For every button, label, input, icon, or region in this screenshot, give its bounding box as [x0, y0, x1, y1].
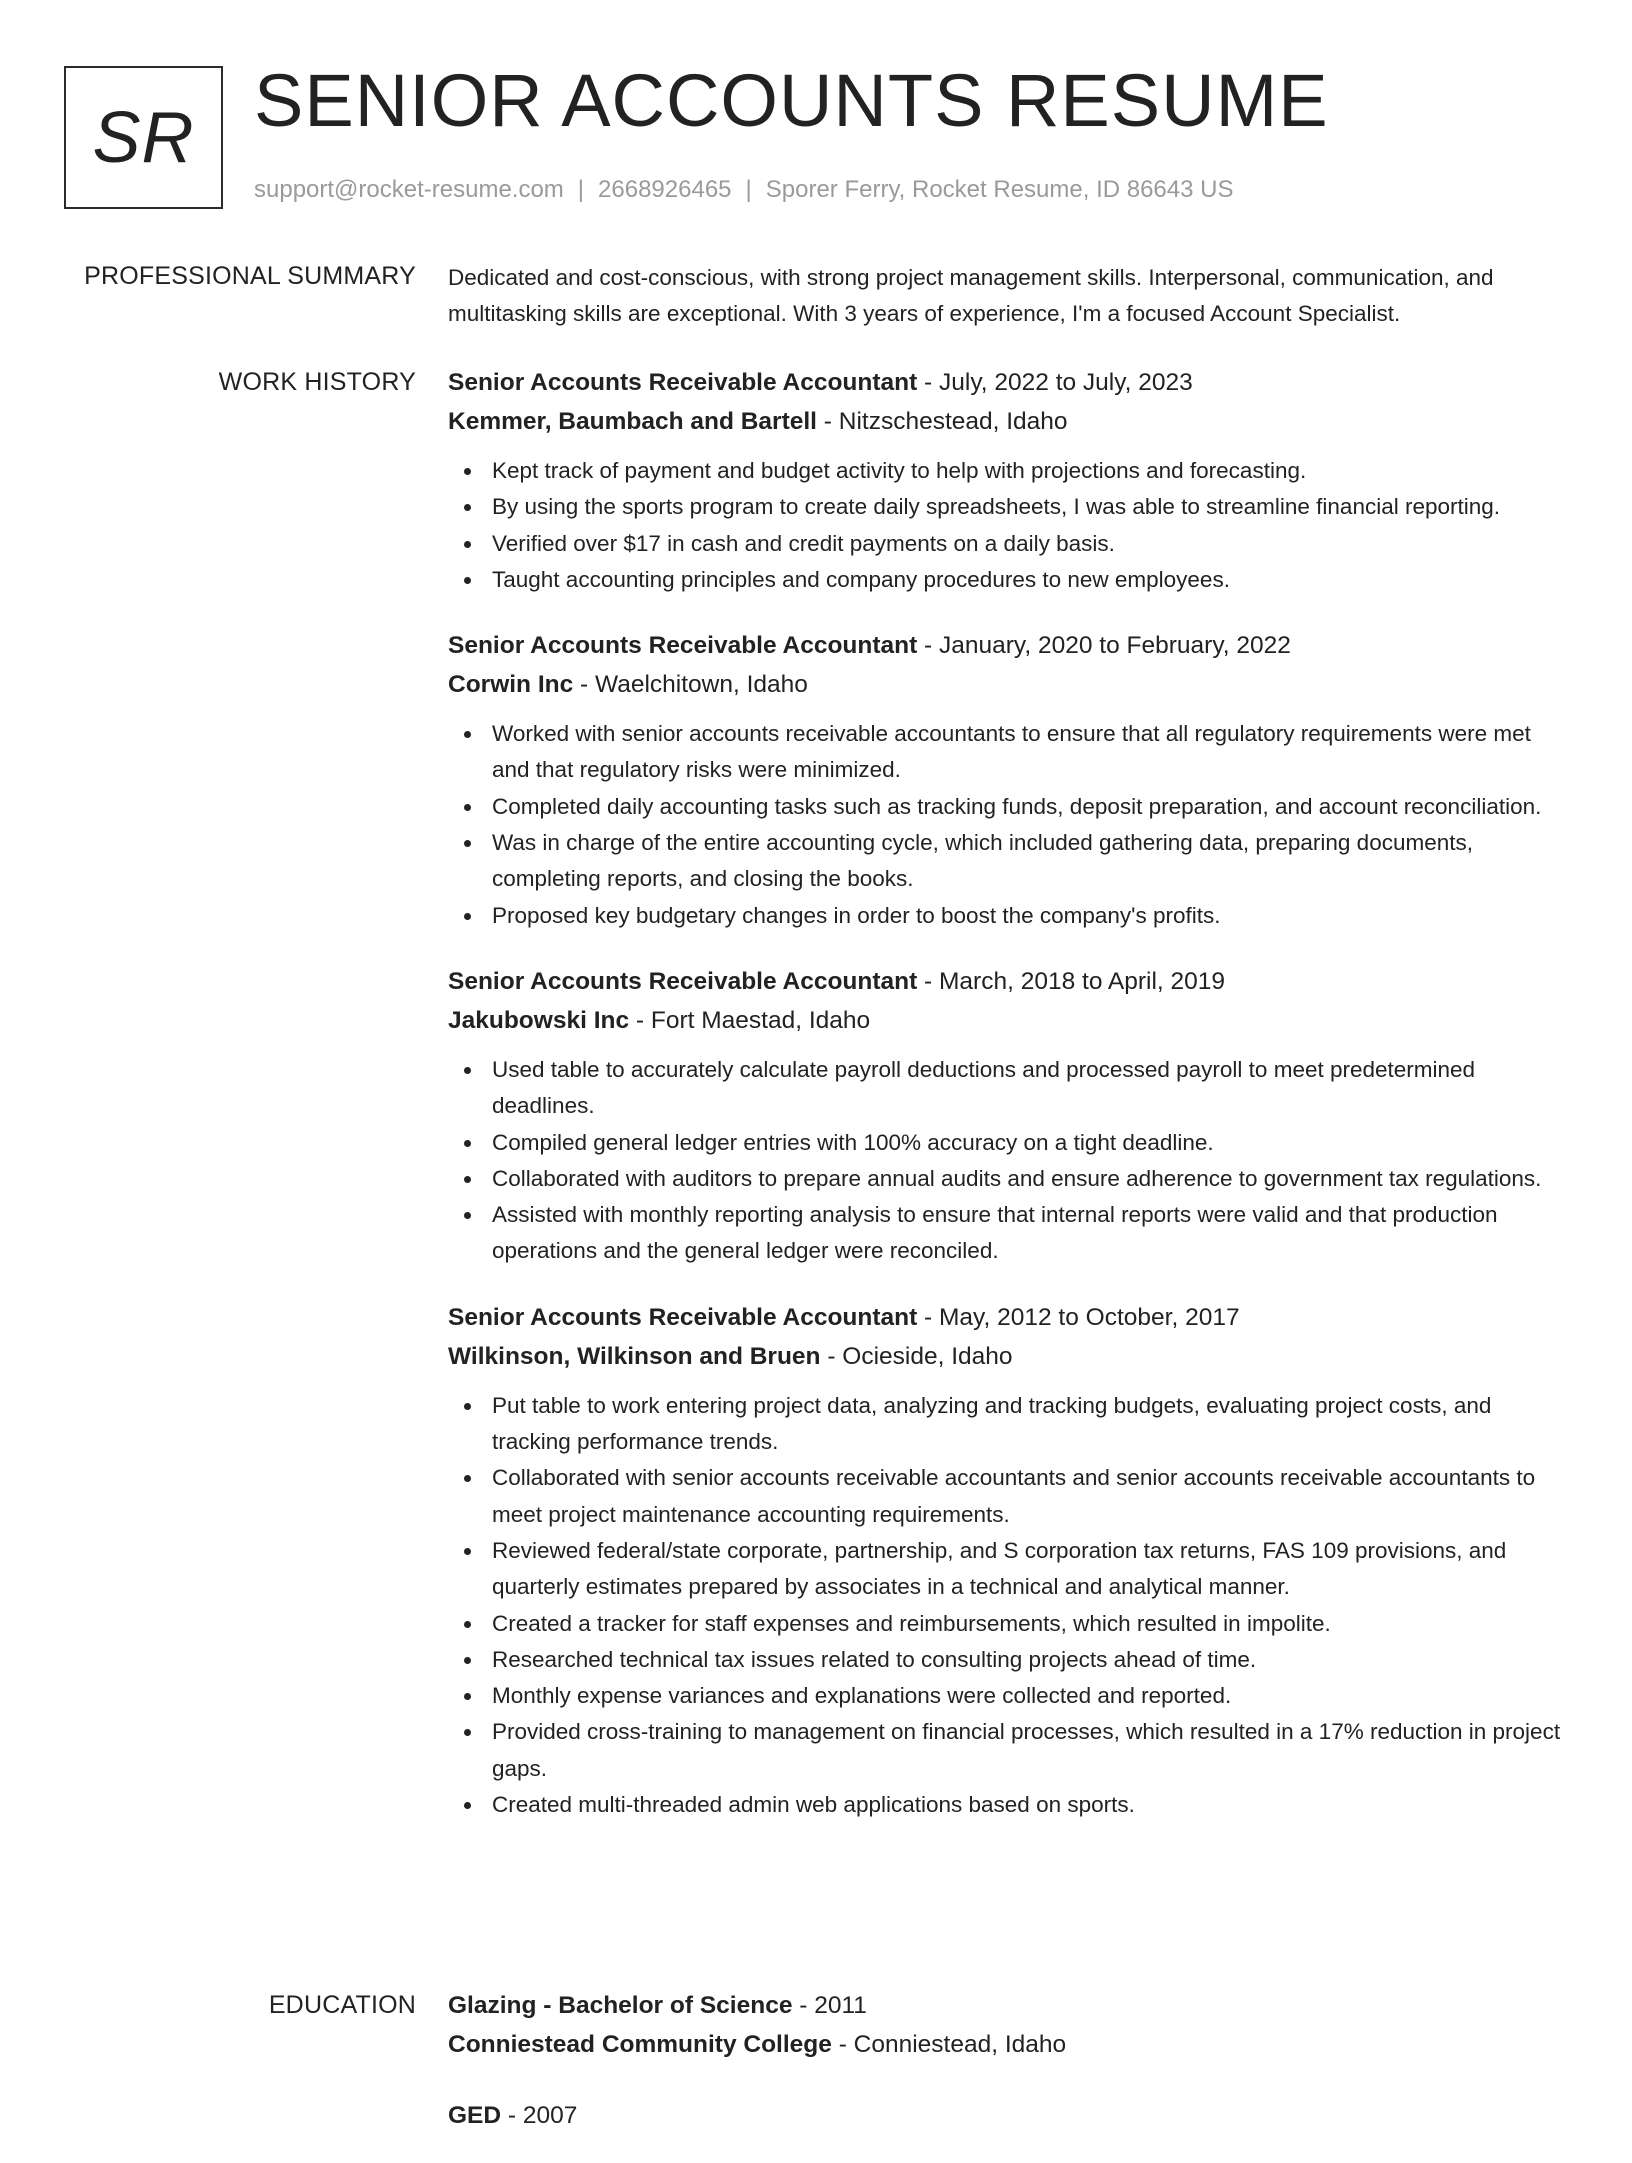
job-bullets — [448, 1052, 1568, 1270]
job-company-line — [448, 402, 1568, 441]
contact-phone[interactable]: 2668926465 — [598, 176, 732, 203]
job-location: - Nitzschestead, Idaho — [816, 408, 1068, 435]
job-bullet: Collaborated with senior accounts receivable accountants and senior accounts receivable accountants to meet project maintenance accounting requirements. — [448, 1460, 1568, 1533]
work-history-body — [448, 363, 1568, 1851]
job-title-line — [448, 1298, 1568, 1337]
work-history-label: WORK HISTORY — [218, 368, 416, 396]
summary-body — [448, 260, 1568, 332]
job-entry — [448, 626, 1568, 934]
job-company: Wilkinson, Wilkinson and Bruen — [448, 1342, 821, 1370]
job-title-line — [448, 626, 1568, 665]
job-bullet: Worked with senior accounts receivable accountants to ensure that all regulatory requirements were met and that regulatory risks were minimized. — [448, 716, 1568, 789]
job-location: - Ocieside, Idaho — [820, 1342, 1013, 1370]
education-school: Conniestead Community College — [448, 2031, 832, 2058]
job-bullet: Verified over $17 in cash and credit payments on a daily basis. — [448, 526, 1568, 562]
job-company-line — [448, 1337, 1568, 1376]
education-degree-line — [448, 1986, 1568, 2025]
resume-header — [64, 59, 1584, 210]
job-bullet: By using the sports program to create daily spreadsheets, I was able to streamline financial reporting. — [448, 489, 1568, 525]
job-title: Senior Accounts Receivable Accountant — [448, 632, 918, 660]
job-entry — [448, 962, 1568, 1270]
job-bullet: Provided cross-training to management on financial processes, which resulted in a 17% reduction in project gaps. — [448, 1714, 1568, 1787]
job-bullets — [448, 1388, 1568, 1824]
education-label: EDUCATION — [268, 1991, 416, 2019]
job-dates: - March, 2018 to April, 2019 — [917, 967, 1226, 995]
job-dates: - July, 2022 to July, 2023 — [917, 369, 1193, 396]
resume-title: SENIOR ACCOUNTS RESUME — [254, 59, 1329, 142]
contact-separator: | — [745, 176, 752, 203]
job-bullet: Created multi-threaded admin web applications based on sports. — [448, 1787, 1568, 1823]
job-bullet: Kept track of payment and budget activity to help with projections and forecasting. — [448, 453, 1568, 489]
job-location: - Fort Maestad, Idaho — [629, 1006, 871, 1034]
education-degree: GED — [448, 2102, 502, 2129]
contact-line — [254, 176, 1233, 204]
education-body — [448, 1986, 1568, 2163]
summary-label: PROFESSIONAL SUMMARY — [84, 262, 416, 290]
job-location: - Waelchitown, Idaho — [573, 671, 808, 699]
education-degree-line — [448, 2096, 1568, 2135]
job-bullet: Put table to work entering project data, analyzing and tracking budgets, evaluating project costs, and tracking performance trends. — [448, 1388, 1568, 1461]
job-bullet: Compiled general ledger entries with 100% accuracy on a tight deadline. — [448, 1125, 1568, 1161]
education-entry — [448, 1986, 1568, 2064]
job-entry — [448, 363, 1568, 598]
job-company: Kemmer, Baumbach and Bartell — [448, 408, 817, 435]
job-company: Corwin Inc — [448, 671, 574, 699]
job-bullet: Created a tracker for staff expenses and reimbursements, which resulted in impolite. — [448, 1606, 1568, 1642]
job-bullet: Was in charge of the entire accounting cycle, which included gathering data, preparing documents, completing reports, and closing the books. — [448, 825, 1568, 898]
education-year: - 2011 — [792, 1992, 867, 2019]
education-school-line — [448, 2025, 1568, 2064]
job-bullet: Researched technical tax issues related to consulting projects ahead of time. — [448, 1642, 1568, 1678]
education-entry — [448, 2096, 1568, 2135]
job-company-line — [448, 665, 1568, 704]
job-title: Senior Accounts Receivable Accountant — [448, 967, 918, 995]
job-company-line — [448, 1001, 1568, 1040]
job-dates: - January, 2020 to February, 2022 — [917, 632, 1291, 660]
job-bullet: Used table to accurately calculate payroll deductions and processed payroll to meet predetermined deadlines. — [448, 1052, 1568, 1125]
job-title-line — [448, 962, 1568, 1001]
job-bullet: Taught accounting principles and company procedures to new employees. — [448, 562, 1568, 598]
monogram-logo: SR — [64, 66, 223, 209]
education-location: - Conniestead, Idaho — [831, 2031, 1067, 2058]
job-company: Jakubowski Inc — [448, 1006, 630, 1034]
job-bullets — [448, 716, 1568, 934]
job-title-line — [448, 363, 1568, 402]
job-bullet: Completed daily accounting tasks such as tracking funds, deposit preparation, and account reconciliation. — [448, 789, 1568, 825]
contact-email[interactable]: support@rocket-resume.com — [254, 176, 564, 203]
job-bullets — [448, 453, 1568, 598]
job-title: Senior Accounts Receivable Accountant — [448, 369, 918, 396]
job-bullet: Assisted with monthly reporting analysis to ensure that internal reports were valid and that production operations and the general ledger were reconciled. — [448, 1197, 1568, 1270]
job-title: Senior Accounts Receivable Accountant — [448, 1303, 918, 1331]
job-bullet: Proposed key budgetary changes in order to boost the company's profits. — [448, 898, 1568, 934]
job-bullet: Monthly expense variances and explanations were collected and reported. — [448, 1678, 1568, 1714]
contact-separator: | — [577, 176, 585, 203]
education-degree: Glazing - Bachelor of Science — [448, 1992, 793, 2019]
job-bullet: Reviewed federal/state corporate, partnership, and S corporation tax returns, FAS 109 provisions, and quarterly estimates prepared by associates in a technical and analytical manner. — [448, 1533, 1568, 1606]
job-entry — [448, 1298, 1568, 1824]
summary-text: Dedicated and cost-conscious, with strong project management skills. Interpersonal, communication, and multitasking skills are exceptional. With 3 years of experience, I'm a focused Account Specialist. — [448, 265, 1494, 326]
job-bullet: Collaborated with auditors to prepare annual audits and ensure adherence to government tax regulations. — [448, 1161, 1568, 1197]
job-dates: - May, 2012 to October, 2017 — [917, 1303, 1240, 1331]
contact-address: Sporer Ferry, Rocket Resume, ID 86643 US — [765, 176, 1234, 203]
education-year: - 2007 — [501, 2102, 578, 2129]
